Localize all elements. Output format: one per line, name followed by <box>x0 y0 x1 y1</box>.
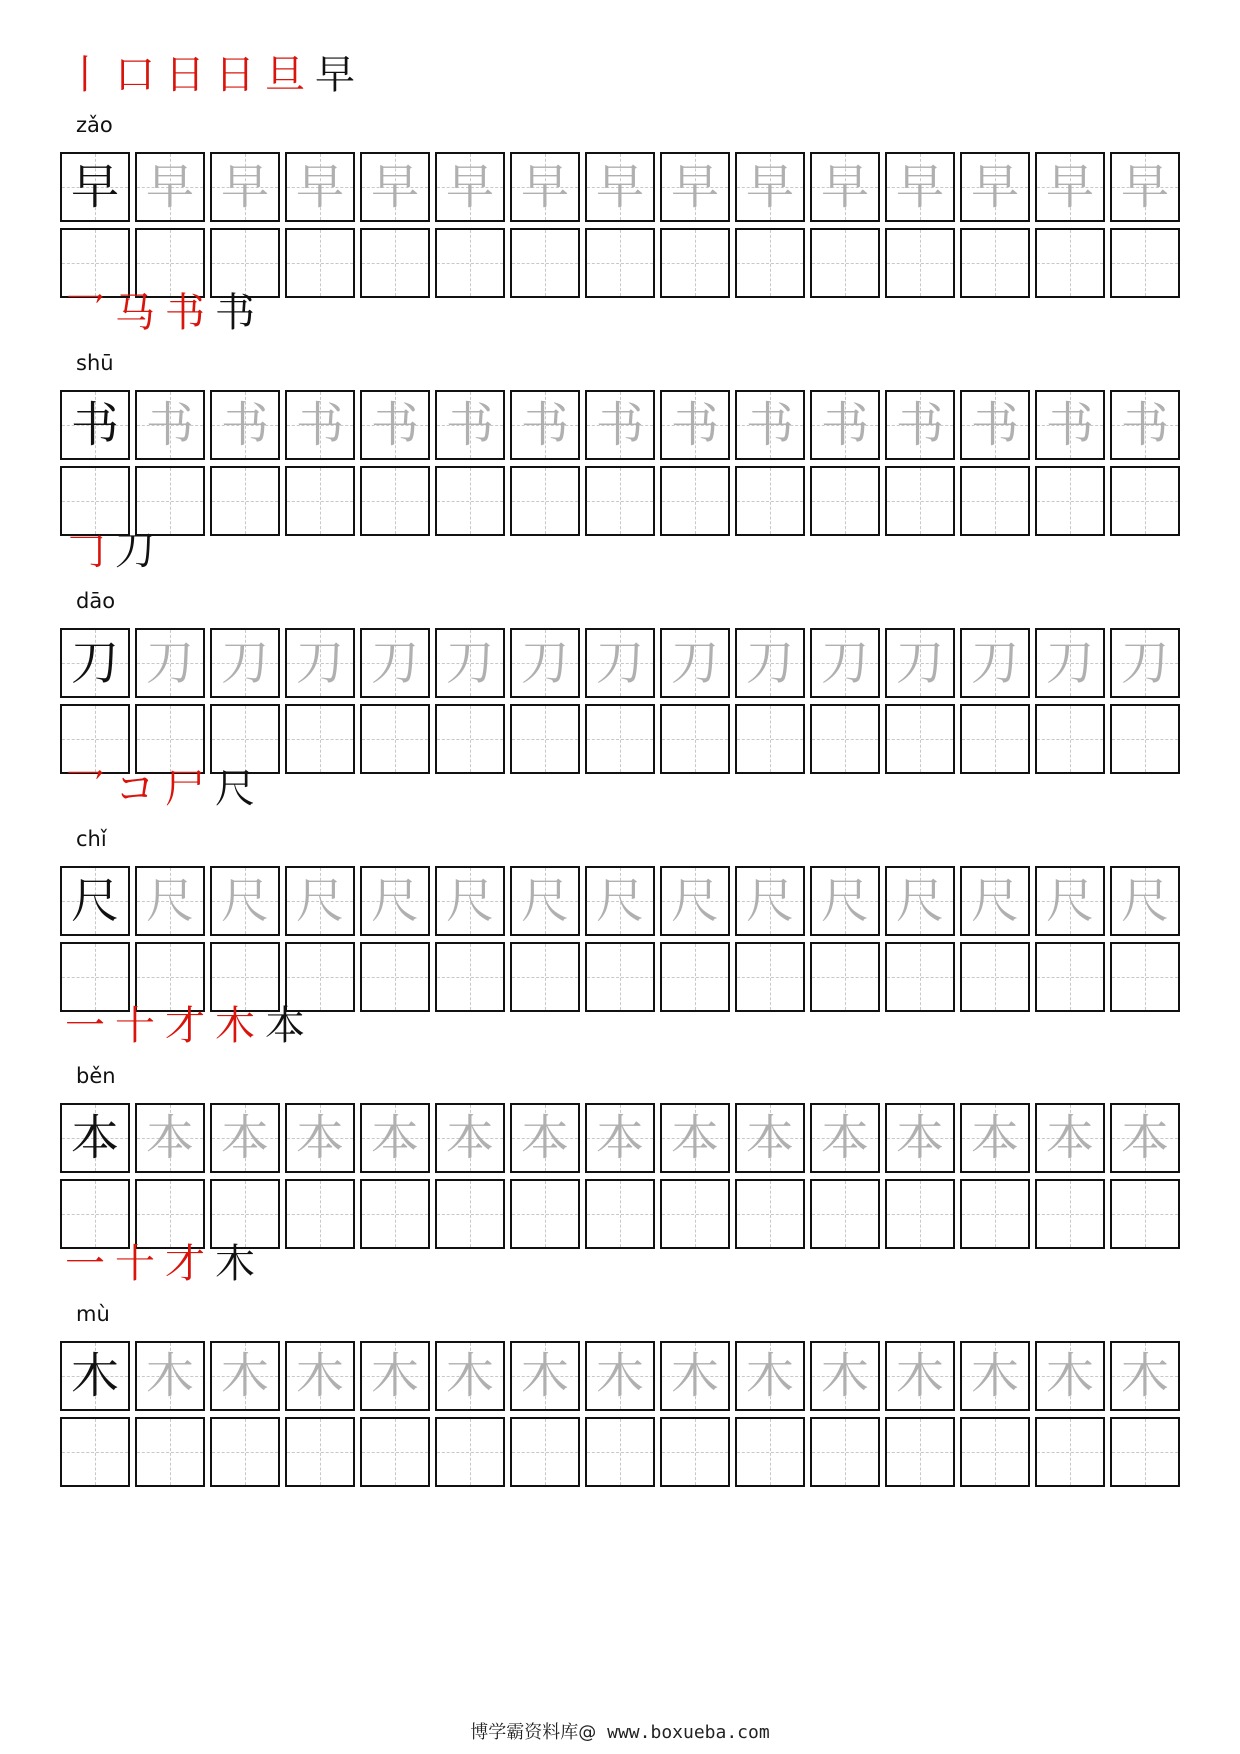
model-cell[interactable] <box>60 628 130 698</box>
trace-char: 本 <box>220 1110 269 1166</box>
trace-char: 刀 <box>445 635 494 691</box>
stroke-step-char: 旦 <box>265 52 305 98</box>
trace-char: 本 <box>445 1110 494 1166</box>
trace-cell[interactable] <box>435 866 505 936</box>
stroke-order <box>60 288 1186 338</box>
model-cell[interactable] <box>60 152 130 222</box>
trace-cell[interactable] <box>885 866 955 936</box>
trace-char: 木 <box>595 1348 644 1404</box>
trace-char: 木 <box>970 1348 1019 1404</box>
stroke-step <box>160 764 210 814</box>
stroke-step <box>60 1001 110 1051</box>
trace-cell[interactable] <box>135 152 205 222</box>
stroke-step-char: 木 <box>215 1241 255 1287</box>
character-section <box>60 50 1186 298</box>
stroke-order <box>60 764 1186 814</box>
blank-cell[interactable] <box>660 1417 730 1487</box>
trace-char: 尺 <box>220 873 269 929</box>
stroke-step-char: 木 <box>215 1003 255 1049</box>
trace-cell[interactable] <box>435 152 505 222</box>
trace-char: 书 <box>145 397 194 453</box>
model-char: 尺 <box>70 873 119 929</box>
trace-cell[interactable] <box>1035 152 1105 222</box>
trace-cell[interactable] <box>885 628 955 698</box>
trace-char: 本 <box>895 1110 944 1166</box>
trace-char: 本 <box>745 1110 794 1166</box>
trace-cell[interactable] <box>660 628 730 698</box>
trace-char: 早 <box>970 159 1019 215</box>
trace-cell[interactable] <box>510 866 580 936</box>
stroke-step-char: 尺 <box>215 766 255 812</box>
trace-char: 尺 <box>1045 873 1094 929</box>
stroke-step-char: 日 <box>165 52 205 98</box>
trace-char: 尺 <box>820 873 869 929</box>
trace-char: 书 <box>1045 397 1094 453</box>
stroke-step <box>60 1239 110 1289</box>
stroke-step <box>160 1001 210 1051</box>
stroke-step-char: 口 <box>115 52 155 98</box>
model-char: 早 <box>70 159 119 215</box>
trace-cell[interactable] <box>660 390 730 460</box>
stroke-step-char: 尸 <box>165 766 205 812</box>
trace-cell[interactable] <box>1035 628 1105 698</box>
trace-cell[interactable] <box>135 628 205 698</box>
trace-cell[interactable] <box>810 1103 880 1173</box>
stroke-step <box>110 526 160 576</box>
trace-cell[interactable] <box>510 1103 580 1173</box>
stroke-step-char: 一 <box>65 1003 105 1049</box>
trace-char: 书 <box>820 397 869 453</box>
stroke-step <box>160 288 210 338</box>
pinyin-label: shū <box>76 351 114 375</box>
stroke-order <box>60 50 1186 100</box>
trace-char: 刀 <box>370 635 419 691</box>
trace-char: 木 <box>745 1348 794 1404</box>
trace-cell[interactable] <box>435 628 505 698</box>
trace-cell[interactable] <box>810 866 880 936</box>
stroke-step <box>260 50 310 100</box>
blank-cell[interactable] <box>285 1417 355 1487</box>
trace-char: 尺 <box>445 873 494 929</box>
stroke-step-char: 一 <box>65 1241 105 1287</box>
trace-cell[interactable] <box>960 866 1030 936</box>
trace-cell[interactable] <box>210 1341 280 1411</box>
trace-cell[interactable] <box>585 1103 655 1173</box>
stroke-step-char: 乛 <box>65 766 105 812</box>
character-section <box>60 764 1186 1012</box>
trace-char: 本 <box>595 1110 644 1166</box>
trace-cell[interactable] <box>1035 1341 1105 1411</box>
trace-cell[interactable] <box>210 628 280 698</box>
trace-cell[interactable] <box>585 1341 655 1411</box>
model-char: 木 <box>70 1348 119 1404</box>
trace-char: 书 <box>745 397 794 453</box>
trace-char: 书 <box>370 397 419 453</box>
trace-cell[interactable] <box>735 152 805 222</box>
stroke-step-char: 刀 <box>115 528 155 574</box>
trace-char: 尺 <box>895 873 944 929</box>
blank-cell[interactable] <box>60 1417 130 1487</box>
trace-char: 早 <box>370 159 419 215</box>
trace-cell[interactable] <box>660 866 730 936</box>
trace-char: 木 <box>1120 1348 1169 1404</box>
stroke-step <box>160 1239 210 1289</box>
trace-char: 木 <box>1045 1348 1094 1404</box>
stroke-step <box>60 288 110 338</box>
trace-char: 木 <box>445 1348 494 1404</box>
trace-cell[interactable] <box>210 1103 280 1173</box>
trace-row <box>60 390 1186 460</box>
stroke-step <box>260 1001 310 1051</box>
trace-char: 书 <box>445 397 494 453</box>
trace-char: 木 <box>670 1348 719 1404</box>
stroke-step <box>210 288 260 338</box>
trace-cell[interactable] <box>510 1341 580 1411</box>
trace-char: 书 <box>520 397 569 453</box>
stroke-step <box>110 764 160 814</box>
trace-char: 尺 <box>520 873 569 929</box>
trace-char: 尺 <box>370 873 419 929</box>
trace-cell[interactable] <box>660 1103 730 1173</box>
trace-char: 早 <box>1045 159 1094 215</box>
trace-cell[interactable] <box>810 628 880 698</box>
trace-char: 刀 <box>295 635 344 691</box>
trace-cell[interactable] <box>1110 152 1180 222</box>
trace-char: 书 <box>670 397 719 453</box>
trace-cell[interactable] <box>360 1103 430 1173</box>
trace-cell[interactable] <box>210 390 280 460</box>
trace-cell[interactable] <box>285 152 355 222</box>
trace-cell[interactable] <box>285 628 355 698</box>
stroke-step-char: 日 <box>215 52 255 98</box>
trace-cell[interactable] <box>735 390 805 460</box>
trace-cell[interactable] <box>735 1341 805 1411</box>
trace-char: 书 <box>295 397 344 453</box>
trace-char: 本 <box>520 1110 569 1166</box>
model-cell[interactable] <box>60 1341 130 1411</box>
trace-char: 尺 <box>745 873 794 929</box>
trace-char: 刀 <box>1120 635 1169 691</box>
trace-row <box>60 866 1186 936</box>
stroke-step-char: 早 <box>315 52 355 98</box>
stroke-step-char: 才 <box>165 1003 205 1049</box>
trace-char: 书 <box>1120 397 1169 453</box>
trace-char: 本 <box>820 1110 869 1166</box>
trace-cell[interactable] <box>585 152 655 222</box>
trace-cell[interactable] <box>285 866 355 936</box>
trace-char: 早 <box>820 159 869 215</box>
trace-char: 尺 <box>295 873 344 929</box>
trace-char: 尺 <box>595 873 644 929</box>
trace-char: 书 <box>595 397 644 453</box>
trace-cell[interactable] <box>360 628 430 698</box>
trace-char: 刀 <box>520 635 569 691</box>
trace-cell[interactable] <box>735 628 805 698</box>
trace-cell[interactable] <box>135 1341 205 1411</box>
blank-cell[interactable] <box>585 1417 655 1487</box>
trace-cell[interactable] <box>960 390 1030 460</box>
stroke-step-char: 马 <box>115 290 155 336</box>
trace-char: 本 <box>670 1110 719 1166</box>
trace-char: 尺 <box>145 873 194 929</box>
trace-cell[interactable] <box>960 1341 1030 1411</box>
trace-cell[interactable] <box>585 866 655 936</box>
trace-cell[interactable] <box>960 628 1030 698</box>
stroke-step <box>110 1001 160 1051</box>
stroke-order <box>60 1239 1186 1289</box>
character-section <box>60 1239 1186 1487</box>
trace-cell[interactable] <box>960 152 1030 222</box>
trace-char: 早 <box>745 159 794 215</box>
trace-char: 本 <box>970 1110 1019 1166</box>
footer <box>0 1718 1240 1744</box>
blank-cell[interactable] <box>810 1417 880 1487</box>
trace-row <box>60 628 1186 698</box>
character-section <box>60 526 1186 774</box>
blank-cell[interactable] <box>735 1417 805 1487</box>
trace-cell[interactable] <box>735 866 805 936</box>
trace-cell[interactable] <box>1110 1341 1180 1411</box>
stroke-step <box>210 1239 260 1289</box>
trace-cell[interactable] <box>285 1341 355 1411</box>
trace-char: 书 <box>220 397 269 453</box>
blank-cell[interactable] <box>210 1417 280 1487</box>
stroke-step-char: 十 <box>115 1003 155 1049</box>
trace-cell[interactable] <box>1110 866 1180 936</box>
trace-row <box>60 152 1186 222</box>
trace-cell[interactable] <box>585 628 655 698</box>
blank-cell[interactable] <box>1035 1417 1105 1487</box>
blank-cell[interactable] <box>135 1417 205 1487</box>
blank-cell[interactable] <box>1110 1417 1180 1487</box>
footer-url: www.boxueba.com <box>596 1722 770 1743</box>
trace-char: 早 <box>1120 159 1169 215</box>
model-cell[interactable] <box>60 390 130 460</box>
trace-char: 刀 <box>145 635 194 691</box>
trace-cell[interactable] <box>285 1103 355 1173</box>
trace-char: 早 <box>520 159 569 215</box>
model-char: 书 <box>70 397 119 453</box>
trace-row <box>60 1341 1186 1411</box>
trace-cell[interactable] <box>1110 390 1180 460</box>
stroke-step-char: 十 <box>115 1241 155 1287</box>
trace-char: 刀 <box>970 635 1019 691</box>
trace-char: 木 <box>295 1348 344 1404</box>
trace-cell[interactable] <box>660 1341 730 1411</box>
pinyin-label: mù <box>76 1302 110 1326</box>
stroke-step-char: 本 <box>265 1003 305 1049</box>
stroke-step <box>310 50 360 100</box>
blank-cell[interactable] <box>510 1417 580 1487</box>
stroke-step <box>210 1001 260 1051</box>
stroke-step <box>60 50 110 100</box>
stroke-step-char: コ <box>115 766 155 812</box>
trace-cell[interactable] <box>135 866 205 936</box>
trace-cell[interactable] <box>135 390 205 460</box>
trace-cell[interactable] <box>1035 390 1105 460</box>
trace-char: 刀 <box>595 635 644 691</box>
trace-cell[interactable] <box>660 152 730 222</box>
pinyin-label: dāo <box>76 589 116 613</box>
stroke-step <box>110 288 160 338</box>
character-section <box>60 1001 1186 1249</box>
trace-char: 本 <box>1120 1110 1169 1166</box>
trace-char: 刀 <box>1045 635 1094 691</box>
model-cell[interactable] <box>60 866 130 936</box>
trace-char: 本 <box>370 1110 419 1166</box>
trace-char: 早 <box>145 159 194 215</box>
stroke-step-char: 书 <box>165 290 205 336</box>
trace-char: 刀 <box>820 635 869 691</box>
trace-cell[interactable] <box>1035 866 1105 936</box>
blank-cell[interactable] <box>435 1417 505 1487</box>
blank-cell[interactable] <box>360 1417 430 1487</box>
stroke-step <box>210 764 260 814</box>
pinyin-label: chǐ <box>76 827 107 851</box>
trace-cell[interactable] <box>810 152 880 222</box>
stroke-step <box>60 526 110 576</box>
stroke-step <box>210 50 260 100</box>
trace-cell[interactable] <box>1110 1103 1180 1173</box>
trace-char: 木 <box>520 1348 569 1404</box>
trace-char: 尺 <box>670 873 719 929</box>
trace-cell[interactable] <box>435 1103 505 1173</box>
stroke-step-char: 𠃌 <box>65 528 105 574</box>
trace-char: 刀 <box>745 635 794 691</box>
trace-cell[interactable] <box>435 1341 505 1411</box>
trace-char: 书 <box>970 397 1019 453</box>
stroke-order <box>60 1001 1186 1051</box>
trace-char: 木 <box>820 1348 869 1404</box>
trace-char: 早 <box>220 159 269 215</box>
trace-char: 木 <box>895 1348 944 1404</box>
trace-char: 早 <box>895 159 944 215</box>
trace-row <box>60 1103 1186 1173</box>
blank-cell[interactable] <box>885 1417 955 1487</box>
trace-char: 早 <box>595 159 644 215</box>
stroke-step-char: 书 <box>215 290 255 336</box>
trace-char: 刀 <box>895 635 944 691</box>
trace-char: 尺 <box>970 873 1019 929</box>
trace-cell[interactable] <box>510 152 580 222</box>
pinyin-label: zǎo <box>76 113 113 137</box>
trace-cell[interactable] <box>1035 1103 1105 1173</box>
trace-char: 早 <box>295 159 344 215</box>
trace-cell[interactable] <box>285 390 355 460</box>
trace-cell[interactable] <box>885 152 955 222</box>
trace-cell[interactable] <box>135 1103 205 1173</box>
trace-char: 木 <box>145 1348 194 1404</box>
stroke-step <box>60 764 110 814</box>
stroke-step <box>110 50 160 100</box>
model-cell[interactable] <box>60 1103 130 1173</box>
trace-char: 早 <box>670 159 719 215</box>
trace-cell[interactable] <box>510 390 580 460</box>
trace-cell[interactable] <box>435 390 505 460</box>
trace-char: 木 <box>220 1348 269 1404</box>
trace-char: 本 <box>1045 1110 1094 1166</box>
blank-row <box>60 1417 1186 1487</box>
trace-char: 尺 <box>1120 873 1169 929</box>
character-section <box>60 288 1186 536</box>
trace-cell[interactable] <box>810 390 880 460</box>
trace-cell[interactable] <box>210 152 280 222</box>
trace-cell[interactable] <box>810 1341 880 1411</box>
trace-cell[interactable] <box>210 866 280 936</box>
trace-cell[interactable] <box>1110 628 1180 698</box>
trace-char: 书 <box>895 397 944 453</box>
trace-cell[interactable] <box>885 1341 955 1411</box>
pinyin-label: běn <box>76 1064 116 1088</box>
trace-char: 刀 <box>670 635 719 691</box>
trace-cell[interactable] <box>360 152 430 222</box>
stroke-step <box>160 50 210 100</box>
trace-cell[interactable] <box>735 1103 805 1173</box>
trace-cell[interactable] <box>360 1341 430 1411</box>
stroke-step-char: 丨 <box>65 52 105 98</box>
footer-site-name: 博学霸资料库@ <box>470 1722 597 1743</box>
blank-cell[interactable] <box>960 1417 1030 1487</box>
model-char: 本 <box>70 1110 119 1166</box>
trace-cell[interactable] <box>585 390 655 460</box>
model-char: 刀 <box>70 635 119 691</box>
trace-cell[interactable] <box>360 866 430 936</box>
trace-char: 本 <box>145 1110 194 1166</box>
trace-cell[interactable] <box>885 390 955 460</box>
trace-cell[interactable] <box>360 390 430 460</box>
trace-cell[interactable] <box>960 1103 1030 1173</box>
trace-char: 本 <box>295 1110 344 1166</box>
trace-cell[interactable] <box>885 1103 955 1173</box>
trace-char: 刀 <box>220 635 269 691</box>
trace-cell[interactable] <box>510 628 580 698</box>
trace-char: 木 <box>370 1348 419 1404</box>
stroke-step-char: 乛 <box>65 290 105 336</box>
trace-char: 早 <box>445 159 494 215</box>
stroke-order <box>60 526 1186 576</box>
stroke-step-char: 才 <box>165 1241 205 1287</box>
stroke-step <box>110 1239 160 1289</box>
